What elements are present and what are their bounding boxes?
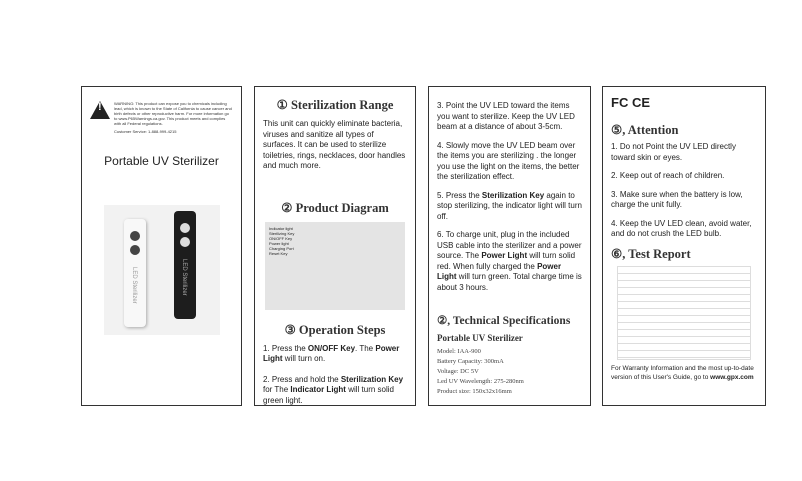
text: Sterilization Key [340,374,404,384]
warranty-note [611,364,757,382]
text: 1. Press the [263,343,308,353]
text: Sterilization Key [481,190,545,200]
specs-title: ②, Technical Specifications [437,315,571,327]
text: will turn on. [282,354,326,363]
specs-subtitle: Portable UV Sterilizer [437,333,523,343]
spec-list [437,347,582,397]
text: again to stop sterilizing, the indicator light will turn off. [437,190,582,221]
device-label: LED Sterilizer [181,259,187,296]
test-report-title: ⑥, Test Report [611,246,691,261]
section-title: ① Sterilization Range [276,98,394,112]
test-report-image [617,266,751,360]
legend-item: Power light [269,240,289,246]
warning-text: WARNING: This product can expose you to chemicals including lead, which is known to the State of California to cause cancer and birth defects or other reproductive harm. For more information go to www.P65Warnings.ca.gov. This product meets and complies with all Federal regulations. [114,101,232,126]
website-link[interactable]: www.gpx.com [710,373,754,381]
section-title: ② Product Diagram [281,200,389,215]
spec-item: Battery Capacity: 300mA [437,358,504,365]
legend-item: Sterilizing Key [269,230,295,236]
spec-item: Model: IAA-900 [437,348,481,355]
text: Power Light [263,343,400,363]
spec-item: Led UV Wavelength: 275-280nm [437,378,524,385]
black-device [174,211,196,319]
text: ON/OFF Key [307,343,356,353]
legend-item: Charging Port [269,245,294,251]
attention-1: 1. Do not Point the UV LED directly toward skin or eyes. [611,142,736,162]
step-5 [437,191,582,223]
product-photo [104,205,220,335]
spec-item: Voltage: DC 5V [437,368,479,375]
attention-2: 2. Keep out of reach of children. [611,171,725,180]
legend-item: Reset Key [269,250,288,256]
panel-attention-report [602,86,766,406]
step-1 [263,344,407,365]
legend-item: Indicator light [269,225,293,231]
panel-range-diagram-steps [254,86,416,406]
step-2 [263,375,407,407]
text: . The [355,343,376,353]
section-text: This unit can quickly eliminate bacteria, viruses and sanitize all types of surfaces. It can be used to sterilize toiletries, rings, necklaces, door handles and much more. [263,119,406,170]
certification-marks: FC CE [611,95,650,110]
spec-item: Product size: 150x32x16mm [437,388,512,395]
attention-title: ⑤, Attention [611,123,679,137]
warning-box [90,101,233,134]
attention-3: 3. Make sure when the battery is low, charge the unit fully. [611,189,743,209]
text: will turn solid green light. [263,385,394,405]
text: 2. Press and hold the [263,374,341,384]
text: Power Light [437,261,562,281]
text: will turn green. Total charge time is about 3 hours. [437,272,582,292]
panel-steps-specs [428,86,591,406]
product-title: Portable UV Sterilizer [104,154,219,168]
text: 5. Press the [437,190,482,200]
legend-item: ON/OFF Key [269,235,293,241]
attention-4: 4. Keep the UV LED clean, avoid water, and do not crush the LED bulb. [611,218,752,238]
white-device [124,219,146,327]
step-3: 3. Point the UV LED toward the items you want to sterilize. Keep the UV LED beam at a distance of about 3-5cm. [437,101,575,131]
text: Power Light [481,251,528,260]
text: For Warranty Information and the most up-to-date version of this User's Guide, go to [611,364,754,381]
text: will turn solid red. When fully charged the [437,251,576,271]
step-4: 4. Slowly move the UV LED beam over the items you are sterilizing . the longer you use the light on the items, the better the sterilization effect. [437,140,580,181]
step-6 [437,230,582,293]
warning-icon: ! [90,101,110,119]
section-title: ③ Operation Steps [284,322,386,337]
product-diagram [265,222,405,310]
device-label: LED Sterilizer [131,267,137,304]
text: Indicator Light [290,385,346,394]
customer-service: Customer Service: 1-888-999-4215 [114,129,177,134]
text: 6. To charge unit, plug in the included USB cable into the sterilizer and a power source. The [437,230,582,260]
panel-cover [81,86,242,406]
text: for The [263,385,291,394]
